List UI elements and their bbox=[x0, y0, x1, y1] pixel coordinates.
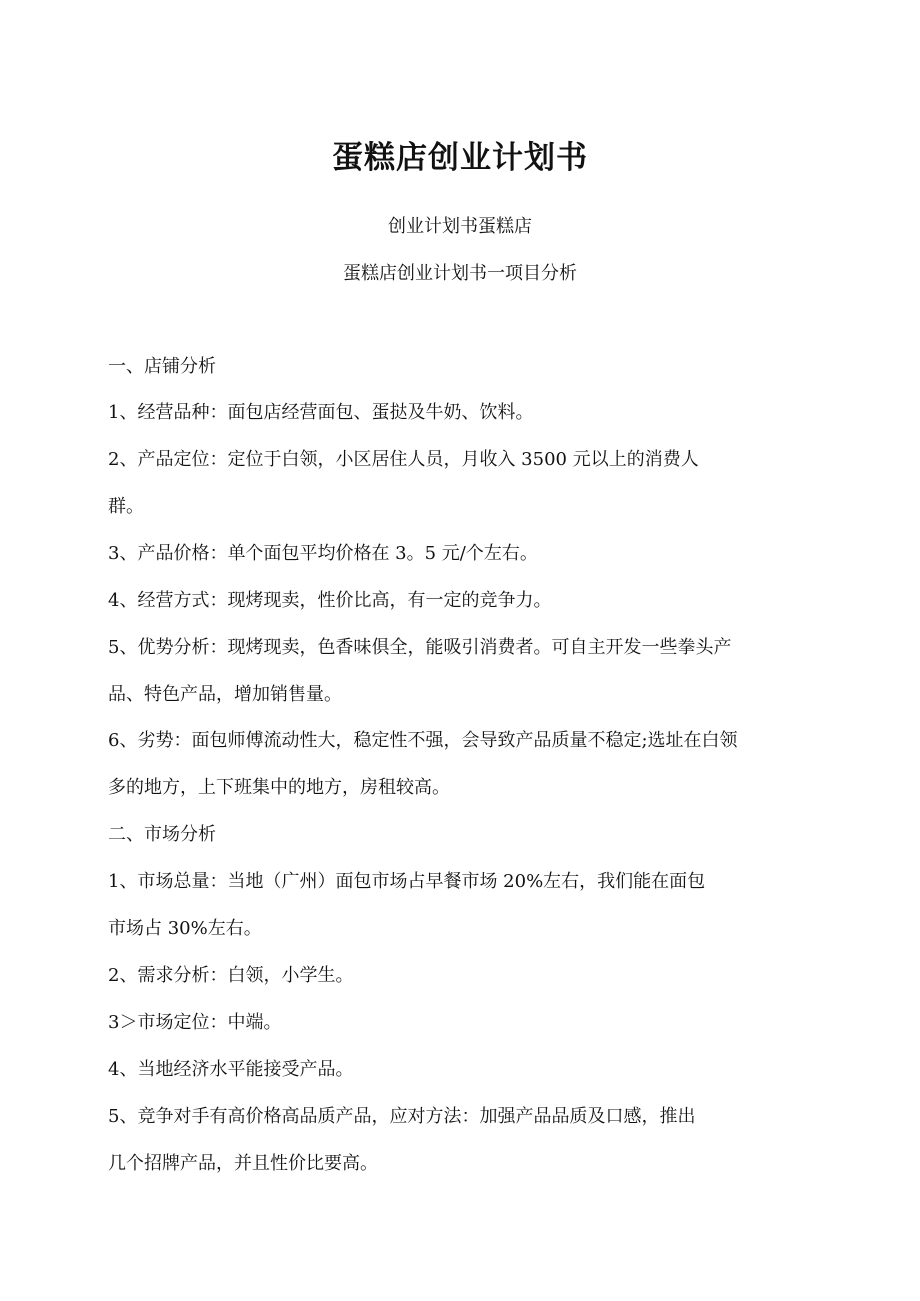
subtitle-1: 创业计划书蛋糕店 bbox=[388, 216, 532, 237]
paragraph-line: 市场占 30%左右。 bbox=[108, 918, 262, 939]
paragraph-line: 多的地方，上下班集中的地方，房租较高。 bbox=[108, 777, 450, 798]
section-heading-market: 二、市场分析 bbox=[108, 824, 216, 845]
paragraph-line: 群。 bbox=[108, 496, 144, 517]
paragraph-line: 5、优势分析：现烤现卖，色香味俱全，能吸引消费者。可自主开发一些拳头产 bbox=[108, 637, 732, 658]
paragraph-line: 1、市场总量：当地（广州）面包市场占早餐市场 20%左右，我们能在面包 bbox=[108, 871, 706, 892]
paragraph-line: 1、经营品种：面包店经营面包、蛋挞及牛奶、饮料。 bbox=[108, 402, 534, 423]
paragraph-line: 2、产品定位：定位于白领，小区居住人员，月收入 3500 元以上的消费人 bbox=[108, 449, 699, 470]
paragraph-line: 3＞市场定位：中端。 bbox=[108, 1012, 282, 1033]
paragraph-line: 6、劣势：面包师傅流动性大，稳定性不强，会导致产品质量不稳定;选址在白领 bbox=[108, 730, 738, 751]
paragraph-line: 几个招牌产品，并且性价比要高。 bbox=[108, 1153, 378, 1174]
paragraph-line: 4、经营方式：现烤现卖，性价比高，有一定的竞争力。 bbox=[108, 590, 552, 611]
paragraph-line: 3、产品价格：单个面包平均价格在 3。5 元/个左右。 bbox=[108, 543, 538, 564]
document-title: 蛋糕店创业计划书 bbox=[332, 140, 588, 176]
paragraph-line: 5、竞争对手有高价格高品质产品，应对方法：加强产品品质及口感，推出 bbox=[108, 1106, 696, 1127]
paragraph-line: 2、需求分析：白领，小学生。 bbox=[108, 965, 354, 986]
paragraph-line: 品、特色产品，增加销售量。 bbox=[108, 684, 342, 705]
subtitle-2: 蛋糕店创业计划书一项目分析 bbox=[343, 263, 577, 284]
section-heading-store: 一、店铺分析 bbox=[108, 356, 216, 377]
paragraph-line: 4、当地经济水平能接受产品。 bbox=[108, 1059, 354, 1080]
